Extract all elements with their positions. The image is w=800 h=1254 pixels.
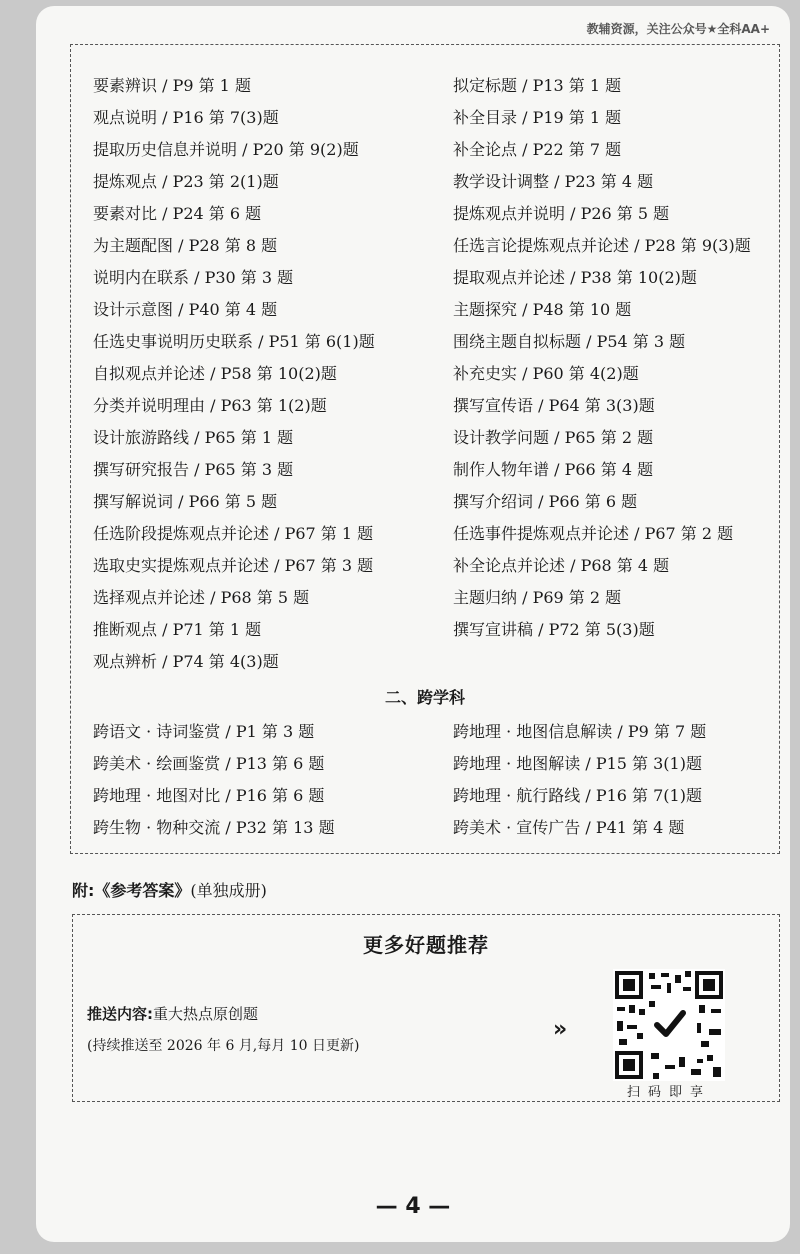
question-index-box [70, 44, 780, 854]
list-item [93, 105, 773, 137]
list-item [93, 265, 773, 297]
list-item [93, 521, 773, 553]
list-item-right: 拟定标题 / P13 第 1 题 [453, 76, 622, 95]
double-chevron-icon: » [553, 1017, 568, 1042]
list-item [93, 815, 773, 847]
list-item-left: 跨地理 · 地图对比 / P16 第 6 题 [93, 786, 325, 805]
list-item [93, 137, 773, 169]
recommend-title: 更多好题推荐 [363, 933, 489, 957]
recommend-content-value: 重大热点原创题 [153, 1005, 259, 1023]
list-item-right: 主题归纳 / P69 第 2 题 [453, 588, 622, 607]
list-item-left: 观点说明 / P16 第 7(3)题 [93, 108, 279, 127]
list-item-left: 撰写研究报告 / P65 第 3 题 [93, 460, 294, 479]
list-item-left: 选取史实提炼观点并论述 / P67 第 3 题 [93, 556, 374, 575]
list-item-left: 要素辨识 / P9 第 1 题 [93, 76, 251, 95]
list-item [93, 457, 773, 489]
list-item-right: 任选言论提炼观点并论述 / P28 第 9(3)题 [453, 236, 751, 255]
list-item [93, 553, 773, 585]
list-item-left: 观点辨析 / P74 第 4(3)题 [93, 652, 279, 671]
list-item-right: 撰写介绍词 / P66 第 6 题 [453, 492, 638, 511]
list-item [93, 489, 773, 521]
list-item [93, 361, 773, 393]
qr-caption: 扫码即享 [626, 1085, 711, 1100]
list-item-left: 提取历史信息并说明 / P20 第 9(2)题 [93, 140, 359, 159]
list-item-right: 跨地理 · 地图信息解读 / P9 第 7 题 [453, 722, 707, 741]
list-item-right: 撰写宣传语 / P64 第 3(3)题 [453, 396, 655, 415]
list-item [93, 329, 773, 361]
list-item-right: 补充史实 / P60 第 4(2)题 [453, 364, 639, 383]
list-item-right: 补全论点并论述 / P68 第 4 题 [453, 556, 670, 575]
list-item [93, 719, 773, 751]
list-item-right: 任选事件提炼观点并论述 / P67 第 2 题 [453, 524, 734, 543]
list-item-left: 推断观点 / P71 第 1 题 [93, 620, 262, 639]
page [36, 6, 790, 1242]
list-item [93, 169, 773, 201]
list-item-right: 设计教学问题 / P65 第 2 题 [453, 428, 654, 447]
appendix-note [72, 878, 267, 901]
list-item-left: 提炼观点 / P23 第 2(1)题 [93, 172, 279, 191]
list-item-left: 跨语文 · 诗词鉴赏 / P1 第 3 题 [93, 722, 315, 741]
list-item [93, 585, 773, 617]
list-item-right: 主题探究 / P48 第 10 题 [453, 300, 632, 319]
recommend-content-label: 推送内容: [87, 1005, 153, 1023]
list-item [93, 233, 773, 265]
list-item-left: 要素对比 / P24 第 6 题 [93, 204, 262, 223]
list-item-left: 跨美术 · 绘画鉴赏 / P13 第 6 题 [93, 754, 325, 773]
header-note: 教辅资源，关注公众号★全科AA+ [586, 22, 770, 36]
list-item [93, 425, 773, 457]
list-item-left: 设计旅游路线 / P65 第 1 题 [93, 428, 294, 447]
list-item-right: 跨美术 · 宣传广告 / P41 第 4 题 [453, 818, 685, 837]
list-item-left: 跨生物 · 物种交流 / P32 第 13 题 [93, 818, 335, 837]
list-item [93, 73, 773, 105]
list-item-left: 任选史事说明历史联系 / P51 第 6(1)题 [93, 332, 375, 351]
recommend-schedule: (持续推送至 2026 年 6 月,每月 10 日更新) [87, 1038, 360, 1054]
list-item [93, 783, 773, 815]
list-item-right: 补全论点 / P22 第 7 题 [453, 140, 622, 159]
list-item-right: 撰写宣讲稿 / P72 第 5(3)题 [453, 620, 655, 639]
qr-code-icon[interactable] [613, 969, 725, 1081]
recommend-content [87, 1003, 258, 1024]
list-item-left: 分类并说明理由 / P63 第 1(2)题 [93, 396, 327, 415]
list-item-right: 提炼观点并说明 / P26 第 5 题 [453, 204, 670, 223]
list-item [93, 393, 773, 425]
recommend-box [72, 914, 780, 1102]
appendix-lead: 附:《参考答案》 [72, 881, 191, 900]
list-item-left: 设计示意图 / P40 第 4 题 [93, 300, 278, 319]
list-item-left: 说明内在联系 / P30 第 3 题 [93, 268, 294, 287]
list-item-left: 自拟观点并论述 / P58 第 10(2)题 [93, 364, 337, 383]
list-item-right: 跨地理 · 地图解读 / P15 第 3(1)题 [453, 754, 702, 773]
list-item-right: 制作人物年谱 / P66 第 4 题 [453, 460, 654, 479]
page-number: — 4 — [375, 1194, 451, 1219]
list-item [93, 297, 773, 329]
list-item [93, 649, 773, 681]
list-item-left: 撰写解说词 / P66 第 5 题 [93, 492, 278, 511]
list-item-right: 补全目录 / P19 第 1 题 [453, 108, 622, 127]
list-item [93, 751, 773, 783]
list-item-left: 为主题配图 / P28 第 8 题 [93, 236, 278, 255]
section-title-cross-subject: 二、跨学科 [384, 688, 465, 707]
appendix-rest: (单独成册) [190, 881, 267, 900]
list-item-right: 提取观点并论述 / P38 第 10(2)题 [453, 268, 697, 287]
list-item [93, 201, 773, 233]
list-item [93, 617, 773, 649]
list-item-left: 任选阶段提炼观点并论述 / P67 第 1 题 [93, 524, 374, 543]
list-item-right: 教学设计调整 / P23 第 4 题 [453, 172, 654, 191]
list-item-left: 选择观点并论述 / P68 第 5 题 [93, 588, 310, 607]
list-item-right: 围绕主题自拟标题 / P54 第 3 题 [453, 332, 686, 351]
list-item-right: 跨地理 · 航行路线 / P16 第 7(1)题 [453, 786, 702, 805]
